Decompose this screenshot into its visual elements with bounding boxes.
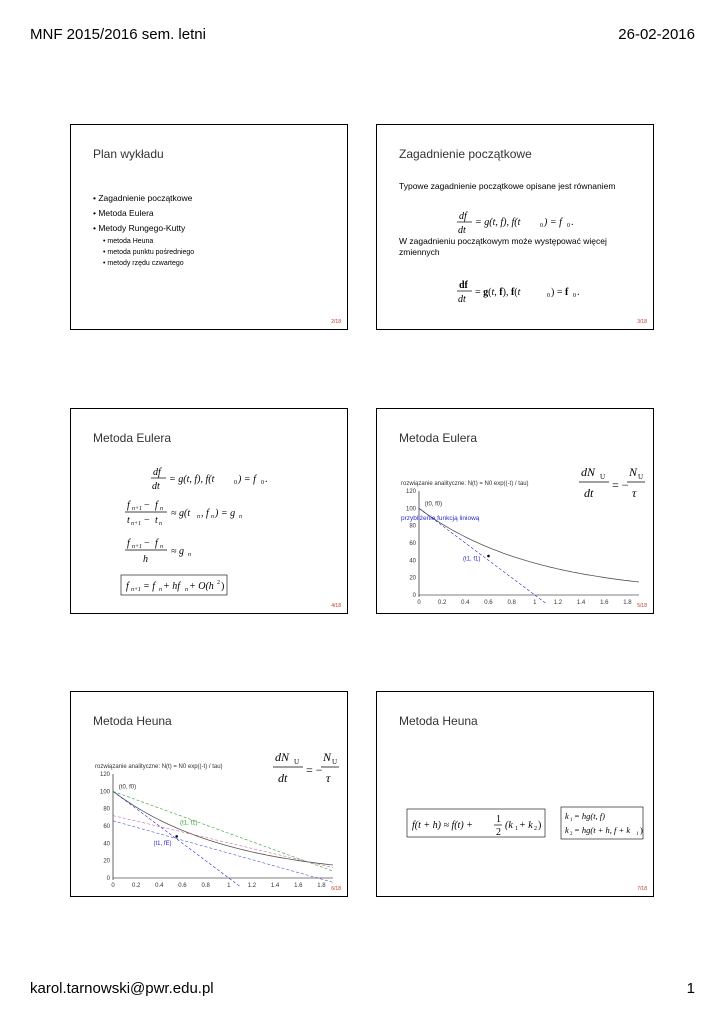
plot-title: rozwiązanie analityczne: N(t) = N0 exp((-t) / tau) [401,481,529,487]
x-tick-label: 1.2 [553,600,563,606]
svg-text:+ k: + k [519,820,533,831]
x-tick-label: 1.8 [317,883,326,889]
svg-text:= g(t, f), f(t: = g(t, f), f(t [475,287,521,298]
svg-text:) = f: ) = f [544,217,562,228]
svg-text:f: f [127,500,130,511]
svg-text:t: t [127,515,130,526]
svg-text:0: 0 [567,223,570,229]
svg-text:1: 1 [496,814,501,825]
subbullet: • metoda punktu pośredniego [103,249,195,256]
svg-text:n: n [160,506,163,512]
x-tick-label: 1.2 [247,883,257,889]
svg-text:U: U [332,758,338,766]
slide-2 [70,124,348,330]
svg-text:df: df [153,467,161,478]
x-tick-label: 0.6 [178,883,187,889]
svg-text:f: f [155,500,158,511]
svg-text:): ) [221,581,225,592]
svg-text:0: 0 [261,480,264,486]
svg-text:1: 1 [515,826,518,832]
x-tick-label: 0.8 [201,883,210,889]
svg-text:) = f: ) = f [551,287,569,298]
point-t1-f1 [487,555,490,558]
slide-title: Metoda Heuna [93,714,172,728]
svg-text:−: − [144,500,150,511]
x-tick-label: 1 [533,600,537,606]
svg-text:τ: τ [326,771,331,785]
svg-text:) = g: ) = g [215,508,236,519]
slide-title: Zagadnienie początkowe [399,147,532,161]
page-number: 7/18 [637,886,647,892]
x-tick-label: 1.4 [270,883,280,889]
heun-line-3 [113,821,333,883]
slide-5 [376,408,654,614]
y-tick-label: 40 [409,558,416,565]
svg-text:n+1: n+1 [132,544,143,550]
page-number: 3/18 [637,319,647,325]
svg-text:n+1: n+1 [132,506,143,512]
euler-formulas [71,409,349,615]
subbullet: • metoda Heuna [103,238,154,245]
x-tick-label: 1.4 [576,600,586,606]
x-tick-label: 1.6 [600,600,609,606]
footer-left: karol.tarnowski@pwr.edu.pl [30,980,214,997]
svg-text:n: n [185,587,188,593]
svg-text:0: 0 [234,480,237,486]
svg-text:2: 2 [534,826,537,832]
x-tick-label: 0.4 [461,600,470,606]
x-tick-label: 0.2 [131,883,141,889]
svg-text:−: − [144,538,150,549]
svg-text:0: 0 [547,293,550,299]
svg-text:t: t [155,515,158,526]
svg-text:0: 0 [540,223,543,229]
svg-text:= g(t, f), f(t: = g(t, f), f(t [475,217,521,228]
svg-text:n: n [159,521,162,527]
point-label: (t1, fE) [153,841,172,848]
svg-text:k: k [565,811,569,821]
slide-title: Metoda Heuna [399,714,478,728]
svg-text:n: n [211,514,214,520]
svg-text:dt: dt [584,486,594,500]
svg-text:+ hf: + hf [163,581,181,592]
subbullet: • metody rzędu czwartego [103,260,184,267]
svg-text:U: U [600,473,606,481]
svg-text:dt: dt [458,225,466,236]
svg-text:0: 0 [573,293,576,299]
bullet: • Metody Rungego-Kutty [93,223,186,233]
svg-text:1: 1 [636,832,639,837]
svg-text:dN: dN [275,750,290,764]
svg-text:n: n [188,552,191,558]
header-right: 26-02-2016 [618,26,695,43]
point-label: (t0, f0) [424,501,443,508]
svg-text:dt: dt [152,481,160,492]
x-tick-label: 0.2 [437,600,447,606]
svg-text:n+1: n+1 [131,587,142,593]
svg-text:f: f [155,538,158,549]
svg-text:n: n [197,514,200,520]
slide-title: Metoda Eulera [93,431,172,445]
y-tick-label: 100 [99,789,110,796]
svg-text:n: n [160,544,163,550]
svg-text:U: U [638,473,644,481]
svg-text:= f: = f [143,581,156,592]
page-number: 5/18 [637,603,647,609]
page-number: 6/18 [331,886,341,892]
svg-text:n+1: n+1 [131,521,142,527]
svg-text:U: U [294,758,300,766]
footer-right: 1 [686,980,695,997]
svg-text:dt: dt [278,771,288,785]
bullet: • Metoda Eulera [93,208,154,218]
svg-text:dt: dt [458,294,466,305]
euler-plot [377,409,655,615]
svg-text:τ: τ [632,486,637,500]
svg-text:(k: (k [505,820,513,831]
ode-formula [377,125,655,331]
svg-text:) = f: ) = f [238,474,256,485]
bullet-list [93,191,194,269]
svg-text:−: − [144,515,150,526]
plot-title: rozwiązanie analityczne: N(t) = N0 exp((-t) / tau) [95,764,223,770]
svg-text:2: 2 [496,827,501,838]
svg-text:f(t + h) ≈ f(t) +: f(t + h) ≈ f(t) + [412,820,473,831]
heun-plot [71,692,349,898]
page-number: 4/18 [331,603,341,609]
y-tick-label: 0 [106,876,110,882]
svg-text:.: . [265,474,268,485]
y-tick-label: 120 [405,489,416,495]
svg-text:≈ g(t: ≈ g(t [171,508,191,519]
svg-text:≈ g: ≈ g [171,546,184,557]
point-t1-fE [175,835,178,838]
bullet: • Zagadnienie początkowe [93,193,193,203]
svg-text:= hg(t, f): = hg(t, f) [574,811,605,821]
linear-approx-label: przybliżenie funkcją liniową [401,515,480,522]
svg-text:k: k [565,825,569,835]
svg-text:.: . [571,217,574,228]
y-tick-label: 60 [409,541,416,547]
y-tick-label: 0 [412,593,416,599]
svg-text:= −: = − [306,763,323,777]
svg-text:df: df [459,211,467,222]
heun-line-1 [113,791,333,871]
slide-6 [70,691,348,897]
svg-text:f: f [126,581,129,592]
svg-text:h: h [143,554,148,565]
svg-text:N: N [629,465,638,479]
multi-var-text: W zagadnieniu początkowym może występować więcej zmiennych [399,236,607,257]
x-tick-label: 0.6 [484,600,493,606]
svg-text:N: N [323,750,332,764]
analytic-curve [113,791,333,865]
svg-text:= hg(t + h, f + k: = hg(t + h, f + k [574,825,631,835]
x-tick-label: 1 [227,883,231,889]
svg-text:n: n [159,587,162,593]
intro-text: Typowe zagadnienie początkowe opisane jest równaniem [399,181,616,191]
y-tick-label: 120 [99,772,110,778]
x-tick-label: 0.8 [507,600,516,606]
svg-text:.: . [577,287,580,298]
y-tick-label: 100 [405,506,416,513]
svg-text:= g(t, f), f(t: = g(t, f), f(t [169,474,215,485]
svg-text:+ O(h: + O(h [189,581,214,592]
svg-text:n: n [239,514,242,520]
y-tick-label: 20 [103,858,110,865]
y-tick-label: 40 [103,841,110,848]
svg-text:f: f [127,538,130,549]
slide-3 [376,124,654,330]
point-label: (t0, f0) [118,784,137,791]
point-label: (t1, f1) [463,556,481,563]
svg-text:, f: , f [201,508,209,519]
point-label: (t1, f1) [180,820,198,827]
y-tick-label: 20 [409,575,416,582]
slide-title: Metoda Eulera [399,431,478,445]
y-tick-label: 80 [103,806,110,813]
tangent-line [113,791,240,886]
svg-text:= −: = − [612,478,629,492]
x-tick-label: 1.8 [623,600,632,606]
x-tick-label: 1.6 [294,883,303,889]
heun-formulas [377,692,655,898]
page-number: 2/18 [331,319,341,325]
svg-text:dN: dN [581,465,596,479]
svg-text:): ) [640,825,643,835]
x-tick-label: 0.4 [155,883,164,889]
slide-7 [376,691,654,897]
slide-title: Plan wykładu [93,147,164,161]
header-left: MNF 2015/2016 sem. letni [30,26,206,43]
y-tick-label: 80 [409,523,416,530]
svg-text:2: 2 [217,580,220,586]
svg-text:2: 2 [570,832,573,837]
x-tick-label: 0 [417,600,421,606]
y-tick-label: 60 [103,824,110,830]
svg-text:df: df [459,280,468,291]
svg-text:1: 1 [570,818,573,823]
heun-line-2 [113,816,333,868]
slide-4 [70,408,348,614]
x-tick-label: 0 [111,883,115,889]
svg-text:): ) [538,820,542,831]
